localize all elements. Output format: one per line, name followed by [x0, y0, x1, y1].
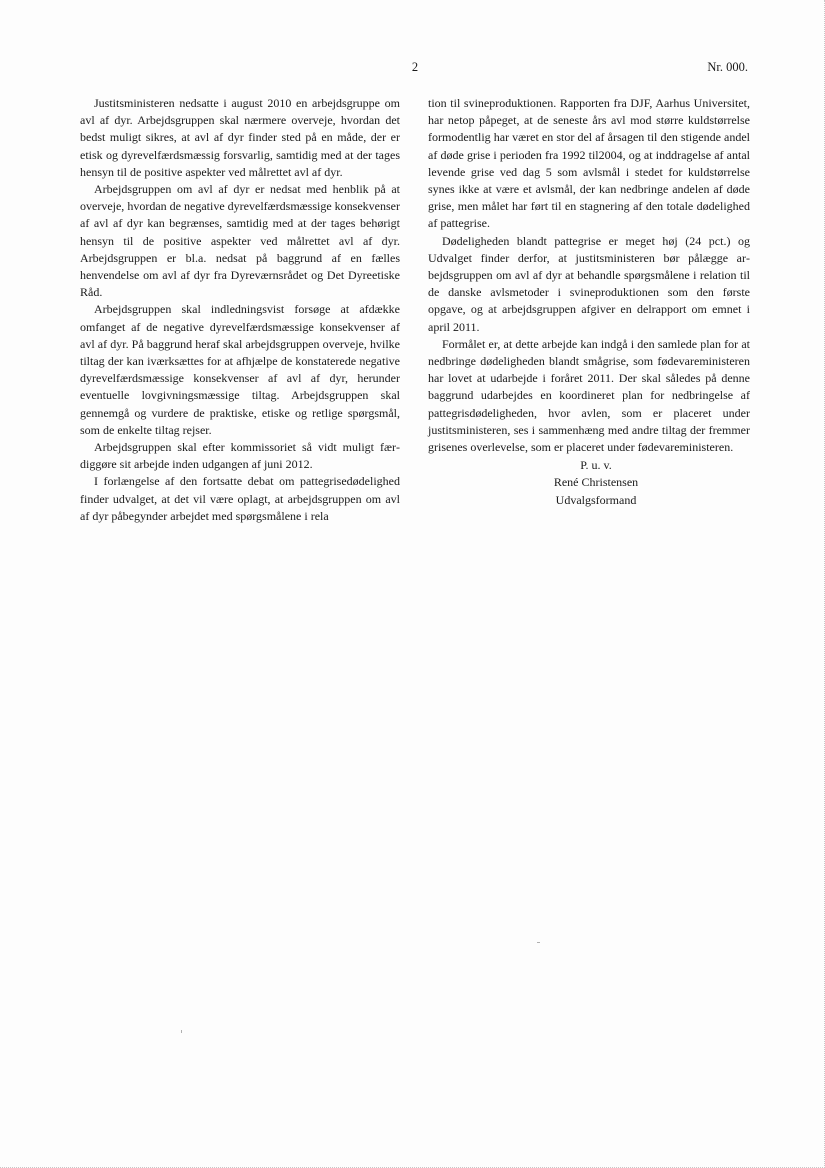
signature-name: René Christensen [553, 475, 639, 490]
paragraph: tion til svineproduktionen. Rapporten fra DJF, Aarhus Universitet, har netop påpeget, at de seneste års avl mod større kuldstørrelse formodentlig har været en stor del af årsagen til den stigende andel af døde grise i perioden fra 1992 til2004, og at inddragelse af antal levende grise ved dag 5 som avlsmål i stedet for kuldstørrelse synes ikke at være et avlsmål, der kan nedbringe andelen af døde grise, men målet har ført til en stagnering af den totale dødelighed af pattegrise. [428, 96, 750, 231]
page-number: 2 [411, 60, 419, 74]
right-text-column [428, 95, 750, 509]
signature-pro-tempore: P. u. v. [580, 458, 612, 473]
paragraph: Arbejdsgruppen skal efter kommissoriet så vidt muligt færdiggøre sit arbejde inden udgangen af juni 2012. [80, 440, 400, 472]
paragraph: Justitsministeren nedsatte i august 2010 en arbejdsgruppe om avl af dyr. Arbejdsgruppen skal nærmere overveje, hvordan det bedst muligt sikres, at avl af dyr finder sted på en måde, der er etisk og dyrevelfærdsmæssig forsvarlig, samtidig med at der tages hensyn til de positive aspekter ved målrettet avl af dyr. [80, 96, 400, 179]
paragraph: Arbejdsgruppen om avl af dyr er nedsat med henblik på at overveje, hvordan de negative dyrevelfærdsmæssige konsekvenser af avl af dyr kan begrænses, samtidig med at der tages behørigt hensyn til de positive aspekter ved målrettet avl af dyr. Arbejdsgruppen er bl.a. nedsat på baggrund af en fælles henvendelse om avl af dyr fra Dyreværnsrådet og Det Dyreetiske Råd. [80, 182, 400, 300]
paragraph: I forlængelse af den fortsatte debat om pattegrisedødelighed finder udvalget, at det vil være oplagt, at arbejdsgruppen om avl af dyr påbegynder arbejdet med spørgsmålene i rela [80, 474, 400, 523]
signature-title: Udvalgsformand [555, 492, 637, 507]
paragraph: Dødeligheden blandt pattegrise er meget høj (24 pct.) og Udvalget finder derfor, at justitsministeren bør pålægge arbejdsgruppen om avl af dyr at behandle spørgsmålene i relation til de danske avlsmetoder i svineproduktionen som den første opgave, og at arbejdsgruppen afgiver en delrapport om emnet i april 2011. [428, 233, 750, 334]
scan-speck [181, 1030, 182, 1033]
left-text-column [80, 95, 400, 525]
paragraph: Formålet er, at dette arbejde kan indgå i den samlede plan for at nedbringe dødeligheden blandt smågrise, som fødevareministeren har lovet at udarbejde i foråret 2011. Der skal således på denne baggrund udarbejdes en koordineret plan for nedbringelse af pattegrisdødeligheden, hvor avlen, som er placeret under justitsministeren, ses i sammenhæng med andre tiltag der fremmer grisenes overlevelse, som er placeret under fødevareministeren. [428, 336, 750, 455]
paragraph: Arbejdsgruppen skal indledningsvist forsøge at afdække omfanget af de negative dyrevelfærdsmæssige konsekvenser af avl af dyr. På baggrund heraf skal arbejdsgruppen overveje, hvilke tiltag der kan iværksættes for at afhjælpe de konstaterede negative dyrevelfærdsmæssige konsekvenser af avl af dyr, herunder eventuelle lovgivningsmæssige tiltag. Arbejdsgruppen skal gennemgå og vurdere de praktiske, etiske og retlige spørgsmål, som de enkelte tiltag rejser. [80, 302, 400, 437]
document-number: Nr. 000. [707, 60, 748, 74]
signature-block [428, 457, 750, 509]
scan-speck [537, 942, 540, 943]
